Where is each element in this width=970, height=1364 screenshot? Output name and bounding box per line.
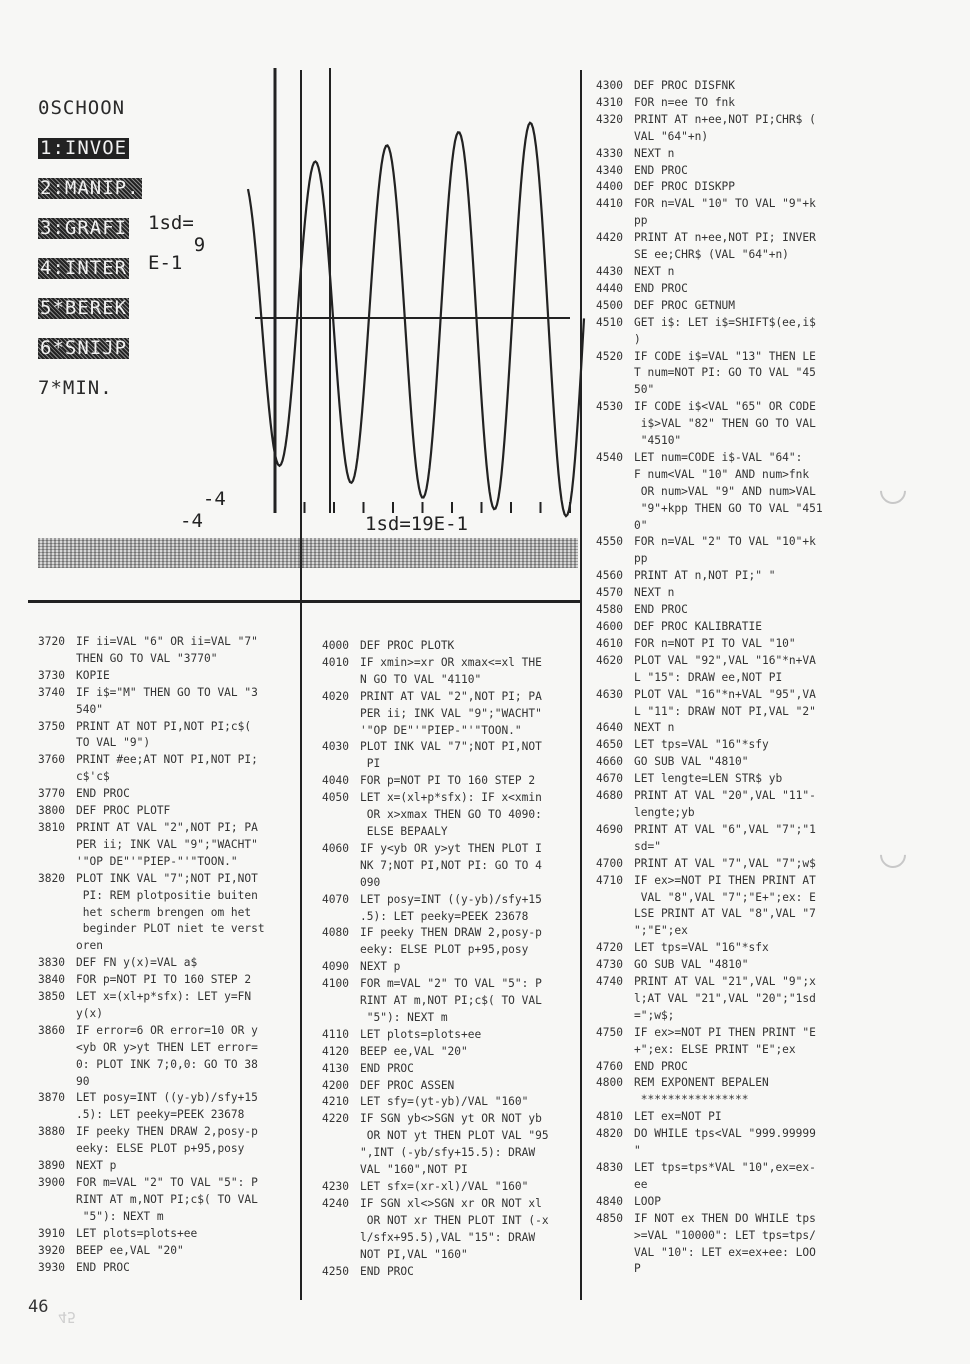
line-number: 4220 — [322, 1112, 349, 1126]
line-text: PRINT AT VAL "6",VAL "7";"1 sd=" — [634, 822, 816, 853]
code-line — [596, 298, 836, 315]
line-text: DEF PROC GETNUM — [634, 298, 736, 312]
code-line — [322, 976, 562, 1027]
line-text: FOR n=ee TO fnk — [634, 95, 736, 109]
code-line — [596, 788, 836, 822]
code-line — [322, 739, 562, 773]
line-text: FOR m=VAL "2" TO VAL "5": P RINT AT m,NOT PI;c$( TO VAL "5"): NEXT m — [76, 1176, 258, 1223]
line-number: 3910 — [38, 1226, 65, 1240]
line-number: 4300 — [596, 79, 623, 92]
line-number: 4020 — [322, 689, 349, 703]
line-text: IF NOT ex THEN DO WHILE tps >=VAL "10000": LET tps=tps/ VAL "10": LET ex=ex+ee: LOO P — [634, 1211, 816, 1276]
lsd-y-label — [148, 212, 205, 256]
line-number: 4330 — [596, 146, 623, 160]
line-text: LET sfy=(yt-yb)/VAL "160" — [360, 1095, 529, 1109]
line-text: GO SUB VAL "4810" — [634, 755, 749, 769]
line-number: 3720 — [38, 635, 65, 648]
line-number: 4650 — [596, 738, 623, 752]
line-number: 4120 — [322, 1044, 349, 1058]
line-number: 4560 — [596, 569, 623, 583]
plot-curve — [248, 123, 584, 516]
line-text: DEF PROC PLOTK — [360, 639, 455, 652]
line-text: DEF PROC PLOTF — [76, 804, 171, 818]
listing-column-1 — [38, 634, 278, 1276]
line-text: NEXT p — [76, 1159, 117, 1173]
line-number: 4250 — [322, 1264, 349, 1278]
code-line — [38, 803, 278, 820]
line-text: LET tps=tps*VAL "10",ex=ex- ee — [634, 1161, 816, 1191]
menu-item-label: 7*MIN. — [38, 376, 113, 399]
line-number: 4630 — [596, 687, 623, 701]
line-text: IF i$="M" THEN GO TO VAL "3 540" — [76, 685, 258, 716]
line-number: 3810 — [38, 820, 65, 834]
code-line — [596, 179, 836, 196]
line-number: 4040 — [322, 774, 349, 788]
line-number: 4510 — [596, 315, 623, 329]
code-line — [38, 668, 278, 685]
line-number: 3870 — [38, 1091, 65, 1105]
line-text: END PROC — [634, 163, 688, 177]
line-text: PLOT INK VAL "7";NOT PI,NOT PI: REM plotpositie buiten het scherm brengen om het beginder PLOT niet te verst oren — [76, 871, 265, 953]
code-line — [322, 841, 562, 892]
line-number: 4410 — [596, 197, 623, 211]
line-number: 4070 — [322, 892, 349, 906]
line-text: PRINT AT VAL "21",VAL "9";x l;AT VAL "21",VAL "20";"1sd =";w$; — [634, 975, 816, 1022]
line-number: 4030 — [322, 740, 349, 754]
line-text: NEXT n — [634, 586, 675, 600]
line-text: LET x=(xl+p*sfx): LET y=FN y(x) — [76, 990, 252, 1020]
menu-item-label: 6*SNIJP — [40, 336, 128, 359]
line-text: PLOT INK VAL "7";NOT PI,NOT PI — [360, 740, 542, 771]
line-number: 4540 — [596, 450, 623, 464]
x-min-label: -4 — [180, 510, 203, 532]
line-number: 4850 — [596, 1211, 623, 1225]
code-line — [322, 655, 562, 689]
line-text: END PROC — [360, 1061, 414, 1075]
code-line — [596, 163, 836, 180]
line-number: 4580 — [596, 603, 623, 617]
code-line — [38, 634, 278, 668]
line-text: FOR p=NOT PI TO 160 STEP 2 — [76, 973, 252, 987]
code-line — [38, 786, 278, 803]
line-text: IF xmin>=xr OR xmax<=xl THE N GO TO VAL "4110" — [360, 655, 542, 686]
code-line — [322, 638, 562, 655]
line-number: 4010 — [322, 655, 349, 669]
line-text: DEF PROC KALIBRATIE — [634, 620, 762, 633]
line-number: 4570 — [596, 586, 623, 600]
horizontal-rule — [28, 600, 580, 603]
code-line — [38, 1226, 278, 1243]
code-line — [322, 773, 562, 790]
line-number: 4230 — [322, 1180, 349, 1193]
line-text: GO SUB VAL "4810" — [634, 958, 749, 972]
line-text: NEXT n — [634, 721, 675, 735]
line-number: 4760 — [596, 1059, 623, 1073]
line-text: END PROC — [634, 603, 688, 617]
code-line — [596, 230, 836, 264]
line-number: 4520 — [596, 349, 623, 363]
line-number: 3830 — [38, 956, 65, 970]
line-number: 4430 — [596, 264, 623, 278]
code-line — [38, 871, 278, 956]
code-line — [38, 1260, 278, 1277]
code-line — [596, 112, 836, 146]
code-line — [38, 1175, 278, 1226]
line-number: 4610 — [596, 636, 623, 650]
punch-hole-mark — [875, 837, 912, 874]
line-text: LET tps=VAL "16"*sfy — [634, 738, 769, 752]
code-line — [596, 568, 836, 585]
code-line — [596, 349, 836, 400]
code-line — [322, 1061, 562, 1078]
code-line — [38, 1243, 278, 1260]
line-number: 4670 — [596, 772, 623, 786]
line-number: 4130 — [322, 1061, 349, 1075]
code-line — [322, 1044, 562, 1061]
line-number: 3760 — [38, 753, 65, 767]
code-line — [596, 619, 836, 636]
line-number: 4730 — [596, 958, 623, 972]
line-number: 4660 — [596, 755, 623, 769]
line-text: IF peeky THEN DRAW 2,posy-p eeky: ELSE PLOT p+95,posy — [360, 926, 542, 957]
code-line — [596, 534, 836, 568]
line-text: NEXT p — [360, 960, 401, 974]
line-text: DO WHILE tps<VAL "999.99999 " — [634, 1127, 816, 1158]
line-text: IF ex>=NOT PI THEN PRINT AT VAL "8",VAL "7";"E+";ex: E LSE PRINT AT VAL "8",VAL "7 ";"E";ex — [634, 873, 816, 938]
line-number: 4400 — [596, 180, 623, 194]
line-text: END PROC — [634, 281, 688, 295]
line-text: IF SGN xl<>SGN xr OR NOT xl OR NOT xr THEN PLOT INT (-x l/sfx+95.5),VAL "15": DRAW NOT PI,VAL "160" — [360, 1196, 549, 1261]
code-line — [596, 687, 836, 721]
line-number: 4320 — [596, 112, 623, 126]
line-number: 4690 — [596, 822, 623, 836]
line-number: 4440 — [596, 281, 623, 295]
line-text: DEF FN y(x)=VAL a$ — [76, 956, 198, 970]
line-number: 4080 — [322, 926, 349, 940]
code-line — [596, 281, 836, 298]
code-line — [596, 315, 836, 349]
code-line — [38, 1023, 278, 1091]
line-number: 3920 — [38, 1243, 65, 1257]
line-number: 4640 — [596, 721, 623, 735]
code-line — [596, 754, 836, 771]
code-line — [322, 689, 562, 740]
code-line — [322, 1264, 562, 1281]
line-number: 3840 — [38, 973, 65, 987]
code-line — [596, 399, 836, 450]
line-text: NEXT n — [634, 264, 675, 278]
line-text: PRINT AT VAL "7",VAL "7";w$ — [634, 856, 816, 870]
code-line — [38, 1090, 278, 1124]
line-number: 4060 — [322, 841, 349, 855]
line-number: 4500 — [596, 298, 623, 312]
line-text: LET lengte=LEN STR$ yb — [634, 772, 783, 786]
line-text: BEEP ee,VAL "20" — [360, 1044, 468, 1058]
column-divider-1 — [300, 70, 302, 1300]
code-line — [38, 719, 278, 753]
line-text: LOOP — [634, 1194, 661, 1208]
line-number: 3730 — [38, 668, 65, 682]
line-text: FOR n=VAL "2" TO VAL "10"+k pp — [634, 535, 816, 566]
line-number: 4340 — [596, 163, 623, 177]
line-text: BEEP ee,VAL "20" — [76, 1243, 184, 1257]
code-line — [322, 925, 562, 959]
line-text: LET sfx=(xr-xl)/VAL "160" — [360, 1180, 529, 1193]
line-text: IF ex>=NOT PI THEN PRINT "E +";ex: ELSE PRINT "E";ex — [634, 1025, 816, 1056]
code-line — [596, 602, 836, 619]
line-number: 4050 — [322, 791, 349, 805]
menu-item-label: 1:INVOE — [40, 136, 128, 159]
line-text: PRINT AT VAL "2",NOT PI; PA PER ii; INK VAL "9";"WACHT" '"OP DE"'"PIEP-"'"TOON." — [360, 689, 542, 737]
code-line — [38, 1124, 278, 1158]
code-line — [322, 1179, 562, 1196]
line-text: DEF PROC ASSEN — [360, 1078, 455, 1092]
line-text: IF CODE i$<VAL "65" OR CODE i$>VAL "82" THEN GO TO VAL "4510" — [634, 400, 816, 448]
line-text: KOPIE — [76, 668, 110, 682]
code-line — [596, 873, 836, 941]
line-number: 4620 — [596, 653, 623, 667]
code-line — [38, 1158, 278, 1175]
line-number: 4810 — [596, 1110, 623, 1124]
line-text: PLOT VAL "16"*n+VAL "95",VA L "11": DRAW NOT PI,VAL "2" — [634, 687, 816, 718]
code-line — [596, 78, 836, 95]
line-number: 4830 — [596, 1161, 623, 1174]
code-line — [596, 196, 836, 230]
menu-item-label: 0SCHOON — [38, 96, 126, 119]
line-text: PRINT AT n,NOT PI;" " — [634, 569, 776, 583]
line-number: 4310 — [596, 95, 623, 109]
screen-dither-band — [38, 538, 578, 568]
line-text: PRINT AT NOT PI,NOT PI;c$( TO VAL "9") — [76, 719, 252, 750]
line-number: 3850 — [38, 990, 65, 1004]
code-line — [596, 1059, 836, 1076]
line-number: 4550 — [596, 535, 623, 549]
lsd-x-label: 1sd=19E-1 — [365, 513, 468, 535]
code-line — [322, 1196, 562, 1264]
code-line — [38, 972, 278, 989]
line-text: PRINT AT n+ee,NOT PI; INVER SE ee;CHR$ (VAL "64"+n) — [634, 231, 816, 262]
line-number: 4210 — [322, 1095, 349, 1109]
code-line — [38, 955, 278, 972]
line-text: FOR m=VAL "2" TO VAL "5": P RINT AT m,NOT PI;c$( TO VAL "5"): NEXT m — [360, 977, 542, 1024]
line-number: 3770 — [38, 787, 65, 801]
code-line — [322, 1078, 562, 1095]
line-text: LET ex=NOT PI — [634, 1110, 722, 1124]
line-text: FOR p=NOT PI TO 160 STEP 2 — [360, 774, 536, 788]
y-min-label: -4 — [180, 488, 226, 510]
code-line — [596, 957, 836, 974]
line-text: LET posy=INT ((y-yb)/sfy+15 .5): LET peeky=PEEK 23678 — [360, 892, 542, 923]
line-text: IF CODE i$=VAL "13" THEN LE T num=NOT PI: GO TO VAL "45 50" — [634, 349, 816, 397]
line-number: 4750 — [596, 1025, 623, 1039]
line-text: LET num=CODE i$-VAL "64": F num<VAL "10" AND num>fnk OR num>VAL "9" AND num>VAL "9"+kpp THEN GO TO VAL "451 0" — [634, 450, 823, 532]
line-number: 4600 — [596, 620, 623, 633]
code-line — [596, 450, 836, 535]
code-line — [596, 737, 836, 754]
menu-item-label: 5*BEREK — [40, 296, 128, 319]
code-line — [596, 653, 836, 687]
code-line — [322, 892, 562, 926]
code-line — [596, 974, 836, 1025]
code-line — [322, 959, 562, 976]
line-number: 3820 — [38, 871, 65, 885]
code-line — [596, 822, 836, 856]
line-number: 4800 — [596, 1076, 623, 1090]
line-number: 4720 — [596, 941, 623, 955]
line-text: PLOT VAL "92",VAL "16"*n+VA L "15": DRAW ee,NOT PI — [634, 653, 816, 684]
line-number: 4420 — [596, 231, 623, 245]
axis-min-labels — [180, 488, 226, 532]
line-number: 4100 — [322, 977, 349, 991]
listing-column-3 — [596, 78, 836, 1278]
code-line — [596, 1211, 836, 1279]
line-text: END PROC — [634, 1059, 688, 1073]
code-line — [596, 1126, 836, 1160]
screen-photo — [30, 68, 580, 603]
line-number: 4000 — [322, 639, 349, 652]
line-number: 4740 — [596, 975, 623, 989]
line-text: PRINT AT VAL "2",NOT PI; PA PER ii; INK VAL "9";"WACHT" '"OP DE"'"PIEP-"'"TOON." — [76, 820, 258, 868]
code-line — [596, 95, 836, 112]
line-number: 4680 — [596, 789, 623, 803]
code-line — [38, 989, 278, 1023]
code-line — [322, 790, 562, 841]
code-line — [38, 752, 278, 786]
code-line — [596, 1025, 836, 1059]
bleed-through-page-number: 45 — [58, 1308, 77, 1326]
code-line — [596, 264, 836, 281]
plot-x-ticks — [275, 502, 570, 513]
code-line — [596, 636, 836, 653]
line-text: PRINT #ee;AT NOT PI,NOT PI; c$'c$ — [76, 753, 258, 784]
line-number: 4700 — [596, 856, 623, 870]
line-number: 4200 — [322, 1078, 349, 1092]
column-divider-2 — [580, 70, 582, 1300]
line-text: DEF PROC DISKPP — [634, 180, 736, 194]
code-line — [596, 585, 836, 602]
menu-item-label: 2:MANIP. — [40, 176, 140, 199]
line-number: 4820 — [596, 1127, 623, 1141]
line-text: REM EXPONENT BEPALEN **************** — [634, 1076, 769, 1107]
line-number: 3750 — [38, 719, 65, 733]
line-number: 4110 — [322, 1027, 349, 1041]
code-line — [322, 1027, 562, 1044]
line-text: LET x=(xl+p*sfx): IF x<xmin OR x>xmax THEN GO TO 4090: ELSE BEPAALY — [360, 791, 542, 838]
line-text: GET i$: LET i$=SHIFT$(ee,i$ ) — [634, 315, 816, 346]
line-number: 4090 — [322, 960, 349, 974]
menu-item-label: 4:INTER — [40, 256, 128, 279]
line-number: 3740 — [38, 685, 65, 699]
code-line — [322, 1094, 562, 1111]
line-number: 4710 — [596, 873, 623, 887]
line-number: 4530 — [596, 400, 623, 414]
menu-item-label: 3:GRAFI — [40, 216, 128, 239]
line-text: END PROC — [76, 787, 130, 801]
listing-column-2 — [322, 638, 562, 1280]
line-text: PRINT AT n+ee,NOT PI;CHR$ ( VAL "64"+n) — [634, 112, 816, 143]
line-text: LET posy=INT ((y-yb)/sfy+15 .5): LET peeky=PEEK 23678 — [76, 1091, 258, 1122]
code-line — [596, 1075, 836, 1109]
line-text: NEXT n — [634, 146, 675, 160]
line-text: END PROC — [76, 1260, 130, 1274]
line-number: 3880 — [38, 1125, 65, 1139]
line-text: LET plots=plots+ee — [76, 1226, 198, 1240]
code-line — [322, 1111, 562, 1179]
page-number: 46 — [28, 1297, 49, 1317]
line-text: IF ii=VAL "6" OR ii=VAL "7" THEN GO TO VAL "3770" — [76, 635, 258, 665]
code-line — [596, 1194, 836, 1211]
line-number: 3800 — [38, 804, 65, 818]
lsd-y-line-2: 9 — [148, 234, 206, 256]
lsd-y-line-1: 1sd= — [148, 212, 194, 234]
code-line — [596, 940, 836, 957]
line-number: 4240 — [322, 1196, 349, 1210]
line-text: IF y<yb OR y>yt THEN PLOT I NK 7;NOT PI,NOT PI: GO TO 4 090 — [360, 841, 542, 889]
line-number: 3900 — [38, 1176, 65, 1189]
exponent-label: E-1 — [148, 252, 183, 274]
function-plot — [30, 68, 580, 603]
code-line — [596, 856, 836, 873]
code-line — [596, 146, 836, 163]
code-line — [38, 685, 278, 719]
line-number: 4840 — [596, 1194, 623, 1208]
line-number: 3930 — [38, 1260, 65, 1274]
line-text: IF peeky THEN DRAW 2,posy-p eeky: ELSE PLOT p+95,posy — [76, 1125, 258, 1156]
code-line — [596, 1160, 836, 1194]
code-line — [38, 820, 278, 871]
line-text: IF error=6 OR error=10 OR y <yb OR y>yt THEN LET error= 0: PLOT INK 7;0,0: GO TO 38 90 — [76, 1023, 258, 1088]
line-number: 3890 — [38, 1159, 65, 1173]
line-text: LET plots=plots+ee — [360, 1027, 482, 1041]
line-text: END PROC — [360, 1264, 414, 1278]
line-text: FOR n=NOT PI TO VAL "10" — [634, 636, 796, 650]
punch-hole-mark — [875, 473, 912, 510]
line-number: 3860 — [38, 1023, 65, 1037]
line-text: DEF PROC DISFNK — [634, 79, 736, 92]
code-line — [596, 1109, 836, 1126]
line-text: LET tps=VAL "16"*sfx — [634, 941, 769, 955]
code-line — [596, 720, 836, 737]
line-text: PRINT AT VAL "20",VAL "11"- lengte;yb — [634, 789, 816, 819]
line-text: FOR n=VAL "10" TO VAL "9"+k pp — [634, 197, 816, 228]
code-line — [596, 771, 836, 788]
line-text: IF SGN yb<>SGN yt OR NOT yb OR NOT yt THEN PLOT VAL "95 ",INT (-yb/sfy+15.5): DRAW VAL "160",NOT PI — [360, 1112, 549, 1177]
